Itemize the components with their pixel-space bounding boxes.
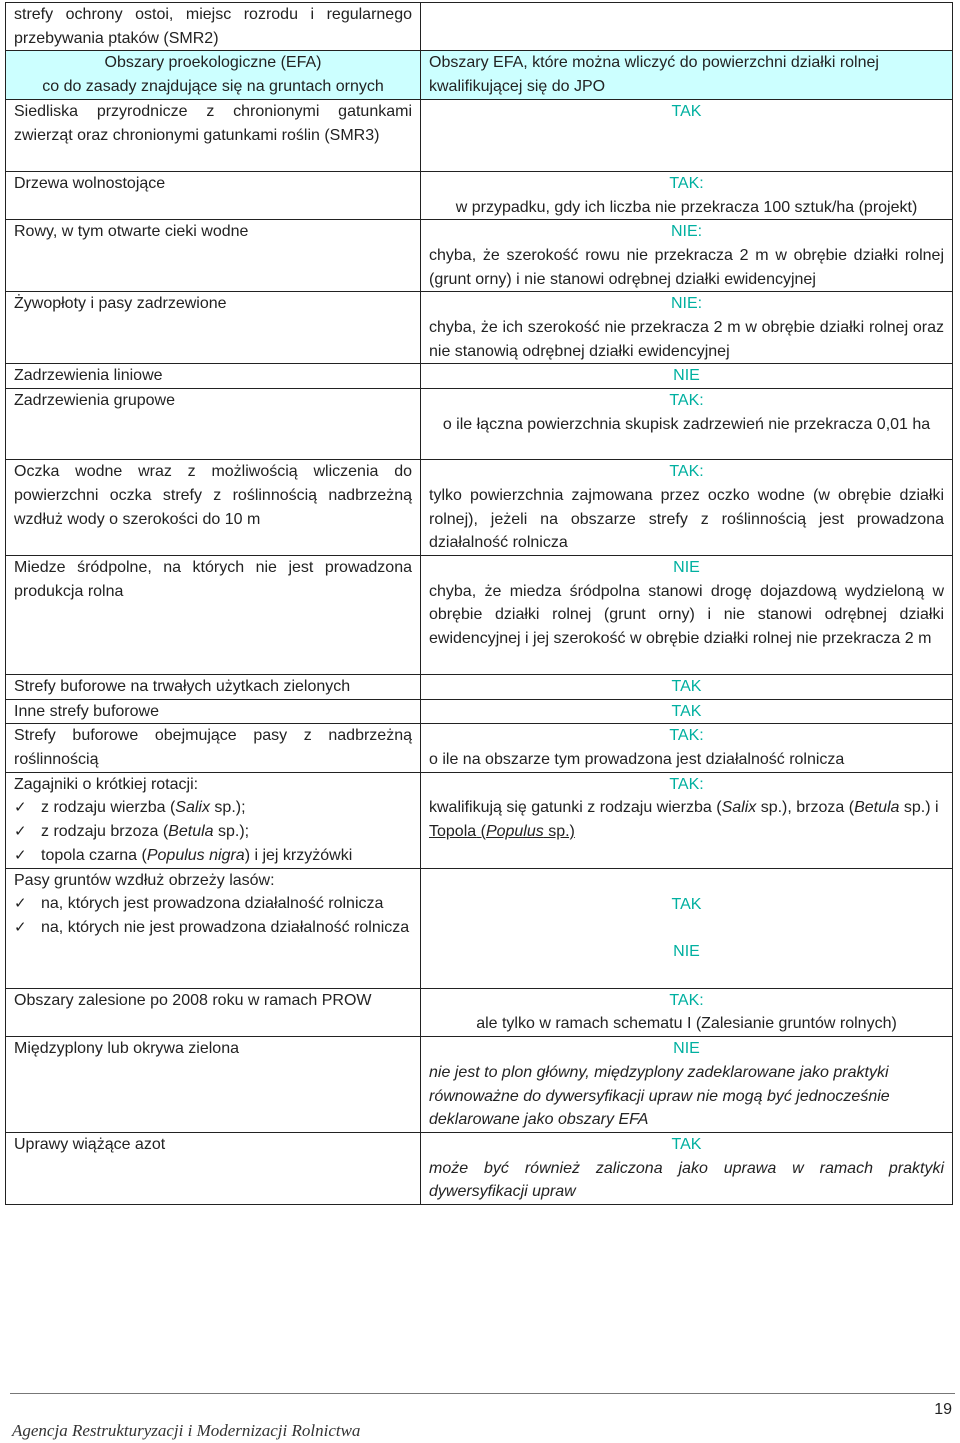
latin-name: Betula (168, 823, 214, 841)
list-item-text: sp.); (213, 823, 250, 841)
row-value (421, 3, 953, 51)
row-label (6, 868, 421, 988)
row-value (421, 988, 953, 1036)
latin-name: Salix (175, 799, 210, 817)
row-label (6, 674, 421, 699)
list-item (14, 844, 412, 868)
status-keyword: NIE (673, 943, 700, 961)
check-icon: ✓ (14, 919, 27, 937)
row-label (6, 3, 421, 51)
row-label-text: Drzewa wolnostojące (14, 174, 166, 192)
row-value (421, 868, 953, 988)
row-label-text: Strefy buforowe obejmujące pasy z nadbrzeżną roślinnością (14, 727, 412, 769)
row-value (421, 772, 953, 868)
table-row (6, 988, 953, 1036)
status-keyword: TAK (671, 895, 702, 913)
row-label-text: Miedze śródpolne, na których nie jest prowadzona produkcja rolna (14, 558, 412, 600)
row-label (6, 292, 421, 364)
latin-name: Salix (721, 799, 757, 817)
condition-text: kwalifikują się gatunki z rodzaju wierzba ( (429, 799, 722, 817)
check-icon: ✓ (14, 846, 27, 864)
row-condition: ale tylko w ramach schematu I (Zalesianie gruntów rolnych) (476, 1015, 897, 1033)
check-icon: ✓ (14, 823, 27, 841)
table-row (6, 1037, 953, 1133)
row-label-text: Uprawy wiążące azot (14, 1135, 166, 1153)
row-condition: w przypadku, gdy ich liczba nie przekracza 100 sztuk/ha (projekt) (455, 198, 918, 216)
status-keyword: NIE: (670, 223, 703, 241)
row-label-text: Rowy, w tym otwarte cieki wodne (14, 223, 249, 241)
row-label (6, 389, 421, 460)
list-item (14, 820, 412, 844)
row-value (421, 1037, 953, 1133)
table-row (6, 364, 953, 389)
row-label-text: Inne strefy buforowe (14, 702, 159, 720)
row-value (421, 724, 953, 772)
footer-agency-name: Agencja Restrukturyzacji i Modernizacji Rolnictwa (12, 1421, 361, 1440)
list-item (14, 796, 412, 820)
header-left-line1: Obszary proekologiczne (EFA) (104, 54, 322, 72)
table-row (6, 389, 953, 460)
row-condition: chyba, że szerokość rowu nie przekracza 2 m w obrębie działki rolnej (grunt orny) i nie stanowi odrębnej działki ewidencyjnej (429, 246, 944, 288)
latin-name: Populus nigra (146, 846, 245, 864)
header-right-cell (421, 51, 953, 99)
condition-text: sp.) i (899, 799, 939, 817)
row-value (421, 555, 953, 674)
condition-text: ( (476, 823, 486, 841)
check-icon: ✓ (14, 895, 27, 913)
row-label-text: Pasy gruntów wzdłuż obrzeży lasów: (14, 871, 275, 889)
row-label (6, 460, 421, 556)
table-row (6, 171, 953, 219)
table-row (6, 772, 953, 868)
list-item-text: ) i jej krzyżówki (244, 846, 353, 864)
row-label-text: strefy ochrony ostoi, miejsc rozrodu i regularnego przebywania ptaków (SMR2) (14, 6, 412, 47)
row-label (6, 99, 421, 171)
row-value (421, 460, 953, 556)
forest-edge-list (14, 892, 412, 939)
status-keyword: NIE (673, 1040, 700, 1058)
row-value (421, 292, 953, 364)
status-keyword: NIE (673, 367, 700, 385)
status-keyword: TAK (671, 102, 702, 120)
row-label (6, 772, 421, 868)
table-row (6, 868, 953, 988)
list-item (14, 916, 412, 940)
table-row (6, 674, 953, 699)
row-label (6, 1037, 421, 1133)
row-condition: może być również zaliczona jako uprawa w ramach praktyki dywersyfikacji upraw (429, 1159, 944, 1201)
list-item-text: z rodzaju brzoza ( (41, 823, 169, 841)
row-condition: tylko powierzchnia zajmowana przez oczko wodne (w obrębie działki rolnej), jeżeli na obszarze strefy z roślinnością jest prowadzona działalność rolnicza (429, 486, 944, 552)
condition-text: sp.), brzoza ( (756, 799, 855, 817)
condition-text: Topola (429, 823, 477, 841)
status-keyword: NIE: (670, 295, 703, 313)
list-item-text: na, których jest prowadzona działalność rolnicza (41, 895, 384, 913)
row-value (421, 389, 953, 460)
table-row (6, 99, 953, 171)
row-label-text: Strefy buforowe na trwałych użytkach zielonych (14, 677, 351, 695)
row-value (421, 99, 953, 171)
row-condition: chyba, że ich szerokość nie przekracza 2 m w obrębie działki rolnej oraz nie stanowią odrębnej działki ewidencyjnej (429, 319, 944, 360)
row-condition: chyba, że miedza śródpolna stanowi drogę dojazdową wydzieloną w obrębie działki rolnej (grunt orny) i nie stanowi odrębnej działki ewidencyjnej i jej szerokość w obrębie działki rolnej nie przekracza 2 m (429, 582, 944, 648)
list-item-text: sp.); (209, 799, 246, 817)
row-value (421, 1132, 953, 1204)
row-label (6, 699, 421, 724)
row-value (421, 674, 953, 699)
row-label-text: Międzyplony lub okrywa zielona (14, 1040, 239, 1058)
list-item-text: z rodzaju wierzba ( (41, 799, 176, 817)
row-condition (429, 799, 939, 840)
table-row (6, 220, 953, 292)
latin-name: Betula (854, 799, 900, 817)
row-label-text: Żywopłoty i pasy zadrzewione (14, 295, 227, 313)
header-left-cell (6, 51, 421, 99)
row-label-text: Siedliska przyrodnicze z chronionymi gatunkami zwierząt oraz chronionymi gatunkami roślin (SMR3) (14, 102, 412, 144)
latin-name: Populus (485, 823, 544, 841)
row-label-text: Zadrzewienia grupowe (14, 392, 175, 410)
row-condition: o ile na obszarze tym prowadzona jest działalność rolnicza (429, 751, 845, 769)
footer-divider (10, 1393, 955, 1394)
table-row (6, 292, 953, 364)
page-number: 19 (934, 1401, 952, 1418)
row-condition: nie jest to plon główny, międzyplony zadeklarowane jako praktyki równoważne do dywersyfikacji upraw nie mogą być jednocześnie deklarowane jako obszary EFA (429, 1063, 890, 1129)
status-keyword: TAK: (669, 775, 704, 793)
status-keyword: TAK: (669, 463, 704, 481)
efa-table (5, 2, 953, 1205)
row-condition: o ile łączna powierzchnia skupisk zadrzewień nie przekracza 0,01 ha (442, 415, 931, 433)
row-label (6, 724, 421, 772)
row-label (6, 988, 421, 1036)
table-header-row (6, 51, 953, 99)
status-keyword: TAK (671, 677, 702, 695)
row-label-text: Obszary zalesione po 2008 roku w ramach PROW (14, 991, 372, 1009)
row-label-text: Zagajniki o krótkiej rotacji: (14, 775, 199, 793)
table-row (6, 460, 953, 556)
table-row (6, 555, 953, 674)
row-value (421, 364, 953, 389)
status-keyword: NIE (673, 558, 700, 576)
row-label (6, 1132, 421, 1204)
table-row (6, 3, 953, 51)
status-keyword: TAK: (669, 174, 704, 192)
status-keyword: TAK (671, 702, 702, 720)
row-label (6, 220, 421, 292)
list-item-text: topola czarna ( (41, 846, 147, 864)
status-keyword: TAK (671, 1135, 702, 1153)
header-left-line2: co do zasady znajdujące się na gruntach ornych (42, 78, 384, 96)
status-keyword: TAK: (669, 991, 704, 1009)
row-label (6, 555, 421, 674)
status-keyword: TAK: (669, 392, 704, 410)
check-icon: ✓ (14, 799, 27, 817)
table-row (6, 1132, 953, 1204)
status-keyword: TAK: (669, 727, 704, 745)
row-label (6, 171, 421, 219)
table-row (6, 699, 953, 724)
table-row (6, 724, 953, 772)
list-item-text: na, których nie jest prowadzona działalność rolnicza (41, 919, 410, 937)
header-right-text: Obszary EFA, które można wliczyć do powierzchni działki rolnej kwalifikującej się do JPO (429, 54, 879, 96)
row-value (421, 220, 953, 292)
row-label (6, 364, 421, 389)
row-label-text: Oczka wodne wraz z możliwością wliczenia do powierzchni oczka strefy z roślinnością nadbrzeżną wzdłuż wody o szerokości do 10 m (14, 463, 412, 528)
coppice-list (14, 796, 412, 867)
row-value (421, 171, 953, 219)
row-value (421, 699, 953, 724)
condition-text: sp.) (543, 823, 575, 841)
list-item (14, 892, 412, 916)
row-label-text: Zadrzewienia liniowe (14, 367, 163, 385)
